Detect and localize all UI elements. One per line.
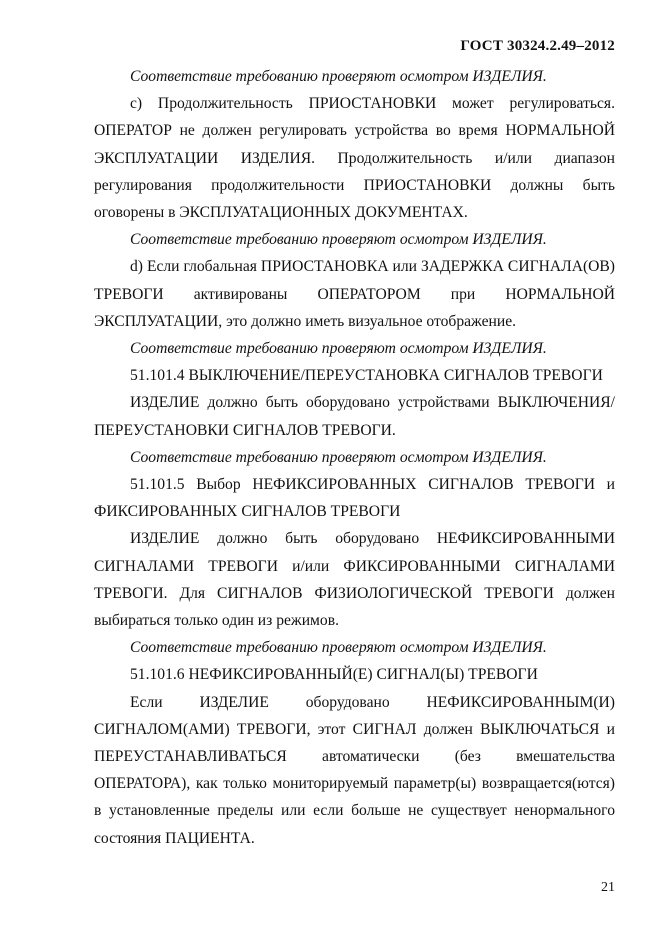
- paragraph-c: c) Продолжительность ПРИОСТАНОВКИ может регулироваться. ОПЕРАТОР не должен регулировать устройства во время НОРМАЛЬНОЙ ЭКСПЛУАТАЦИИ ИЗДЕЛИЯ. Продолжительность и/или диапазон регулирования продолжительности ПРИОСТАНОВКИ должны быть оговорены в ЭКСПЛУАТАЦИОННЫХ ДОКУМЕНТАХ.: [94, 95, 615, 222]
- compliance-note-2: Соответствие требованию проверяют осмотром ИЗДЕЛИЯ.: [130, 231, 547, 249]
- section-heading-51-101-6: 51.101.6 НЕФИКСИРОВАННЫЙ(Е) СИГНАЛ(Ы) ТРЕВОГИ: [130, 666, 538, 684]
- section-heading-51-101-4: 51.101.4 ВЫКЛЮЧЕНИЕ/ПЕРЕУСТАНОВКА СИГНАЛОВ ТРЕВОГИ: [130, 367, 603, 385]
- paragraph-51-101-5: ИЗДЕЛИЕ должно быть оборудовано НЕФИКСИРОВАННЫМИ СИГНАЛАМИ ТРЕВОГИ и/или ФИКСИРОВАННЫМИ СИГНАЛАМИ ТРЕВОГИ. Для СИГНАЛОВ ФИЗИОЛОГИЧЕСКОЙ ТРЕВОГИ должен выбираться только один из режимов.: [94, 530, 615, 630]
- paragraph-d: d) Если глобальная ПРИОСТАНОВКА или ЗАДЕРЖКА СИГНАЛА(ОВ) ТРЕВОГИ активированы ОПЕРАТОРОМ при НОРМАЛЬНОЙ ЭКСПЛУАТАЦИИ, это должно иметь визуальное отображение.: [94, 258, 615, 330]
- compliance-note-4: Соответствие требованию проверяют осмотром ИЗДЕЛИЯ.: [130, 448, 547, 466]
- section-heading-51-101-5: 51.101.5 Выбор НЕФИКСИРОВАННЫХ СИГНАЛОВ ТРЕВОГИ и ФИКСИРОВАННЫХ СИГНАЛОВ ТРЕВОГИ: [94, 476, 615, 521]
- document-header: ГОСТ 30324.2.49–2012: [460, 38, 615, 54]
- paragraph-51-101-4: ИЗДЕЛИЕ должно быть оборудовано устройствами ВЫКЛЮЧЕНИЯ/ПЕРЕУСТАНОВКИ СИГНАЛОВ ТРЕВОГИ.: [94, 394, 615, 439]
- paragraph-51-101-6: Если ИЗДЕЛИЕ оборудовано НЕФИКСИРОВАННЫМ(И) СИГНАЛОМ(АМИ) ТРЕВОГИ, этот СИГНАЛ должен ВЫКЛЮЧАТЬСЯ и ПЕРЕУСТАНАВЛИВАТЬСЯ автоматически (без вмешательства ОПЕРАТОРА), как только мониторируемый параметр(ы) возвращается(ются) в установленные пределы или если больше не существует ненормального состояния ПАЦИЕНТА.: [94, 693, 615, 847]
- document-body: [94, 63, 615, 852]
- compliance-note-5: Соответствие требованию проверяют осмотром ИЗДЕЛИЯ.: [130, 639, 547, 657]
- compliance-note-1: Соответствие требованию проверяют осмотром ИЗДЕЛИЯ.: [130, 68, 547, 85]
- page-number: 21: [601, 880, 615, 895]
- compliance-note-3: Соответствие требованию проверяют осмотром ИЗДЕЛИЯ.: [130, 340, 547, 358]
